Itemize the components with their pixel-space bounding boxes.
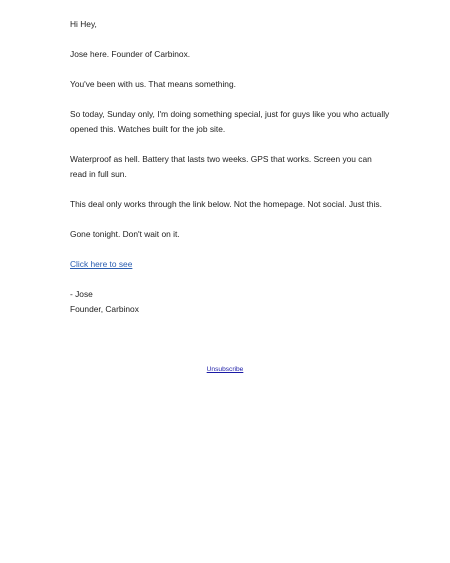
intro-text: Jose here. Founder of Carbinox. — [70, 49, 191, 59]
greeting-text: Hi Hey, — [70, 19, 97, 29]
body-paragraph-2: So today, Sunday only, I'm doing something special, just for guys like you who actually opened this. Watches built for the job site. — [70, 109, 390, 134]
body-paragraph-3: Waterproof as hell. Battery that lasts two weeks. GPS that works. Screen you can read in full sun. — [70, 154, 372, 179]
body-paragraph-5: Gone tonight. Don't wait on it. — [70, 229, 180, 239]
signature-name: - Jose — [70, 289, 93, 299]
body-paragraph-1: You've been with us. That means something. — [70, 79, 236, 89]
unsubscribe-link[interactable]: Unsubscribe — [206, 366, 244, 373]
click-here-link[interactable]: Click here to see — [70, 259, 133, 269]
signature-title: Founder, Carbinox — [70, 304, 139, 314]
email-body — [70, 17, 390, 317]
body-paragraph-4: This deal only works through the link below. Not the homepage. Not social. Just this. — [70, 199, 382, 209]
email-footer — [0, 365, 450, 375]
cta-paragraph — [70, 257, 390, 272]
signature-block — [70, 287, 390, 317]
